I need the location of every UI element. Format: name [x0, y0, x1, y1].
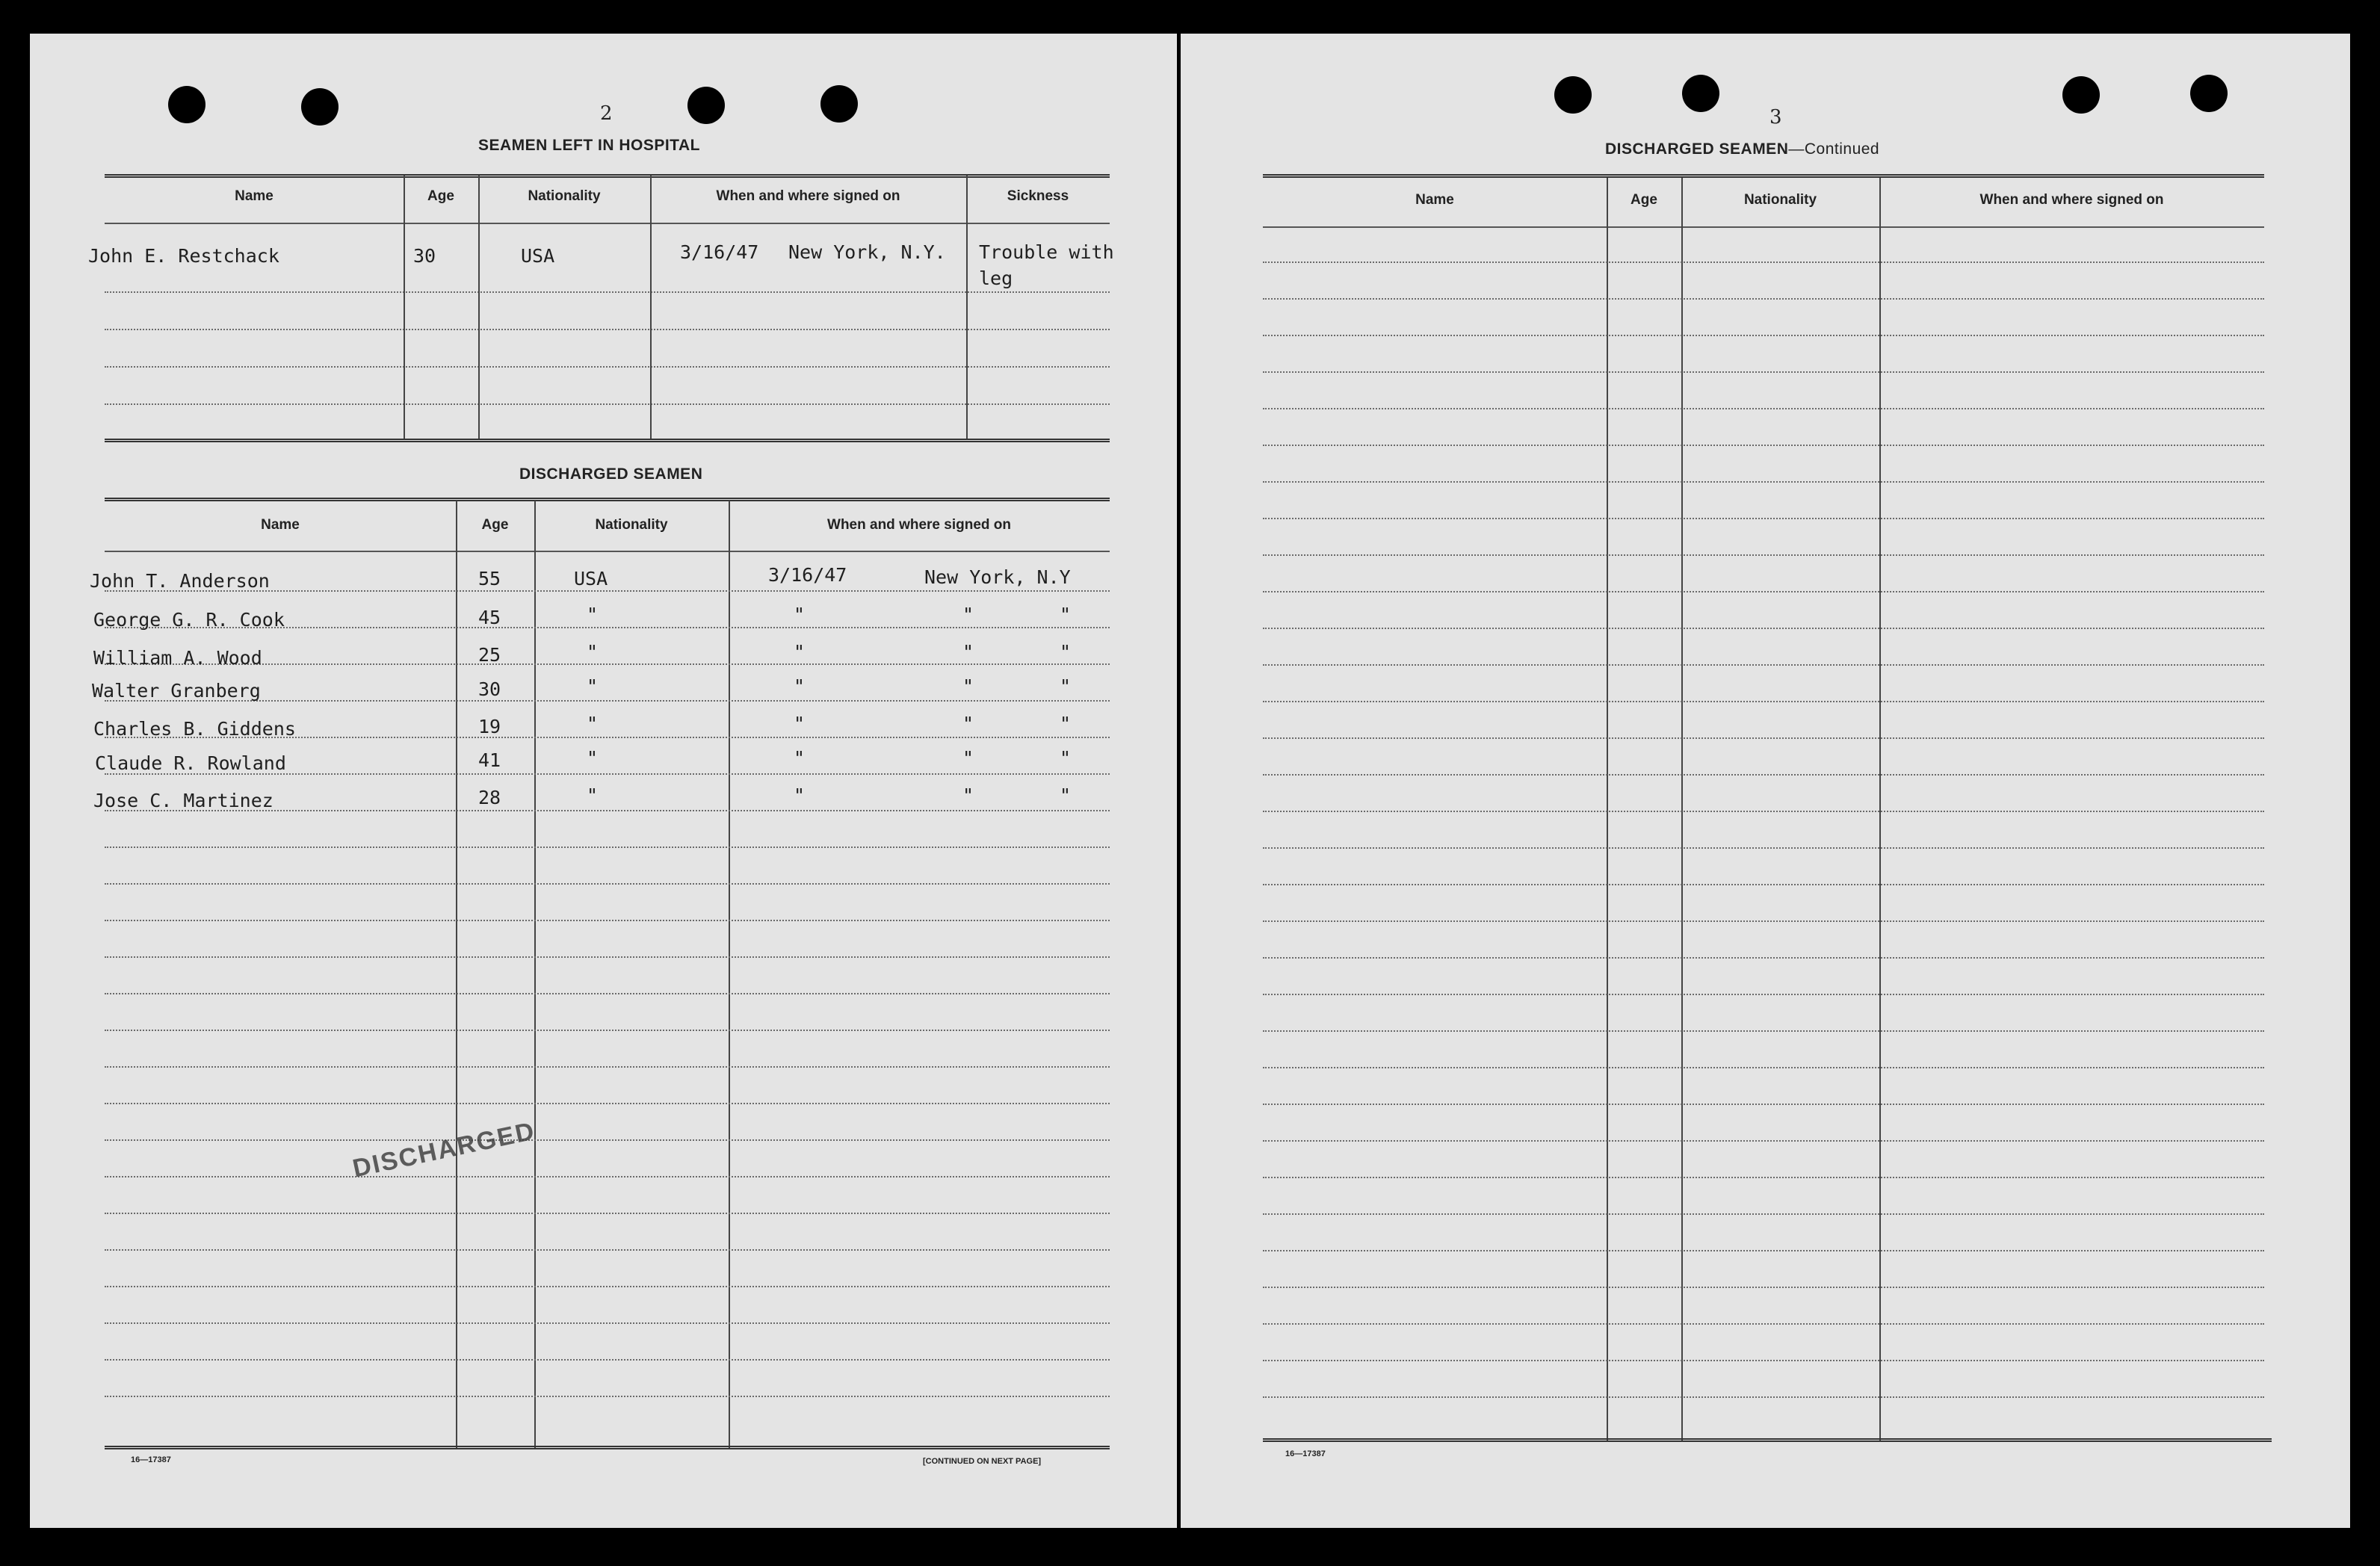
column-header-nationality: Nationality: [1743, 192, 1817, 208]
column-header-signed-on: When and where signed on: [827, 517, 1011, 533]
ruled-line: [105, 847, 1110, 848]
punch-hole: [1682, 75, 1719, 112]
title-suffix: —Continued: [1788, 140, 1880, 158]
column-header-signed-on: When and where signed on: [716, 188, 900, 204]
ditto-mark: ": [587, 713, 599, 734]
punch-hole: [301, 88, 339, 126]
ruled-line: [1263, 884, 2264, 885]
ruled-line: [1263, 371, 2264, 373]
seaman-age: 25: [478, 644, 501, 666]
column-header-name: Name: [1415, 192, 1454, 208]
seaman-nationality: USA: [521, 245, 555, 267]
ditto-mark: ": [1060, 784, 1072, 806]
ruled-line: [1263, 298, 2264, 300]
ruled-line: [1263, 335, 2264, 336]
seaman-name: Claude R. Rowland: [95, 752, 286, 774]
ditto-mark: ": [587, 747, 599, 769]
ruled-line: [1263, 1323, 2264, 1325]
ruled-line: [1263, 481, 2264, 483]
ruled-line: [1263, 554, 2264, 556]
ruled-line: [1263, 445, 2264, 446]
page-number: 3: [1769, 106, 1782, 129]
ditto-mark: ": [1060, 675, 1072, 697]
form-number: 16—17387: [1285, 1449, 1326, 1458]
ruled-line: [105, 1249, 1110, 1251]
ditto-mark: ": [587, 784, 599, 806]
ditto-mark: ": [794, 713, 806, 734]
ditto-mark: ": [1060, 641, 1072, 663]
seaman-age: 30: [413, 245, 436, 267]
seaman-name: George G. R. Cook: [93, 609, 285, 631]
ditto-mark: ": [962, 604, 974, 625]
ruled-line: [1263, 1030, 2264, 1032]
punch-hole: [2190, 75, 2228, 112]
ditto-mark: ": [1060, 713, 1072, 734]
ruled-line: [1263, 774, 2264, 776]
punch-hole: [687, 87, 725, 124]
punch-hole: [1554, 76, 1592, 114]
ditto-mark: ": [794, 641, 806, 663]
ruled-line: [1263, 1213, 2264, 1215]
ruled-line: [1263, 1140, 2264, 1142]
ruled-line: [105, 1359, 1110, 1361]
ruled-line: [1263, 811, 2264, 812]
ruled-line: [1263, 591, 2264, 592]
signed-on-place: New York, N.Y.: [788, 241, 946, 263]
ruled-line: [1263, 408, 2264, 409]
ditto-mark: ": [962, 675, 974, 697]
signed-on-place: New York, N.Y: [924, 566, 1071, 588]
ditto-mark: ": [587, 604, 599, 625]
ruled-line: [1263, 628, 2264, 629]
ruled-line: [1263, 1250, 2264, 1251]
form-number: 16—17387: [131, 1455, 171, 1464]
ruled-line: [1263, 737, 2264, 739]
column-header-nationality: Nationality: [528, 188, 601, 204]
ruled-line: [105, 1322, 1110, 1324]
section-title-hospital: SEAMEN LEFT IN HOSPITAL: [478, 137, 700, 154]
title-text: DISCHARGED SEAMEN: [1605, 140, 1789, 158]
seaman-name: Jose C. Martinez: [93, 790, 273, 811]
column-header-nationality: Nationality: [595, 517, 668, 533]
ruled-line: [1263, 920, 2264, 922]
continued-note: [CONTINUED ON NEXT PAGE]: [923, 1457, 1042, 1466]
ruled-line: [105, 1213, 1110, 1214]
ruled-line: [105, 883, 1110, 885]
ruled-line: [1263, 1067, 2264, 1068]
ditto-mark: ": [587, 641, 599, 663]
ditto-mark: ": [1060, 604, 1072, 625]
seaman-name: John T. Anderson: [90, 570, 270, 592]
ditto-mark: ": [794, 784, 806, 806]
column-header-age: Age: [427, 188, 454, 204]
ruled-line: [1263, 1177, 2264, 1178]
ruled-line: [1263, 261, 2264, 263]
ditto-mark: ": [794, 675, 806, 697]
ruled-line: [105, 1176, 1110, 1177]
signed-on-date: 3/16/47: [768, 564, 847, 586]
ruled-line: [1263, 1396, 2264, 1398]
seaman-age: 28: [478, 787, 501, 808]
column-header-sickness: Sickness: [1007, 188, 1069, 204]
column-header-age: Age: [1631, 192, 1657, 208]
seaman-age: 55: [478, 568, 501, 589]
ditto-mark: ": [1060, 747, 1072, 769]
seaman-name: William A. Wood: [93, 647, 262, 669]
ditto-mark: ": [794, 604, 806, 625]
ruled-line: [105, 993, 1110, 994]
ditto-mark: ": [962, 713, 974, 734]
right-page: [1181, 34, 2350, 1528]
ruled-line: [1263, 994, 2264, 995]
ruled-line: [105, 1286, 1110, 1287]
rubber-stamp: DISCHARGED: [350, 1116, 538, 1183]
ditto-mark: ": [962, 784, 974, 806]
seaman-age: 30: [478, 678, 501, 700]
sickness: Trouble with: [979, 241, 1114, 263]
ruled-line: [1263, 957, 2264, 959]
column-header-name: Name: [261, 517, 300, 533]
ruled-line: [1263, 664, 2264, 666]
column-header-age: Age: [481, 517, 509, 533]
ditto-mark: ": [794, 747, 806, 769]
ruled-line: [105, 920, 1110, 921]
section-title-discharged-continued: [1605, 140, 1879, 158]
seaman-age: 45: [478, 607, 501, 628]
seaman-age: 19: [478, 716, 501, 737]
ruled-line: [1263, 1360, 2264, 1361]
ruled-line: [105, 956, 1110, 958]
column-header-signed-on: When and where signed on: [1979, 192, 2164, 208]
seaman-name: Walter Granberg: [92, 680, 261, 702]
seaman-name: John E. Restchack: [88, 245, 279, 267]
signed-on-date: 3/16/47: [680, 241, 759, 263]
seaman-nationality: USA: [574, 568, 608, 589]
punch-hole: [820, 85, 858, 123]
ruled-line: [105, 1396, 1110, 1397]
ditto-mark: ": [587, 675, 599, 697]
punch-hole: [168, 86, 205, 123]
column-header-name: Name: [235, 188, 273, 204]
ruled-line: [1263, 701, 2264, 702]
sickness-continued: leg: [979, 267, 1013, 289]
seaman-age: 41: [478, 749, 501, 771]
ruled-line: [105, 1030, 1110, 1031]
ditto-mark: ": [962, 641, 974, 663]
seaman-name: Charles B. Giddens: [93, 718, 296, 740]
punch-hole: [2062, 76, 2100, 114]
ruled-line: [105, 1139, 1110, 1141]
ruled-line: [1263, 518, 2264, 519]
ditto-mark: ": [962, 747, 974, 769]
ruled-line: [1263, 1104, 2264, 1105]
ruled-line: [105, 1066, 1110, 1068]
page-number: 2: [600, 102, 613, 125]
ruled-line: [1263, 847, 2264, 849]
ruled-line: [1263, 1287, 2264, 1288]
ruled-line: [105, 1103, 1110, 1104]
section-title-discharged: DISCHARGED SEAMEN: [519, 465, 703, 483]
